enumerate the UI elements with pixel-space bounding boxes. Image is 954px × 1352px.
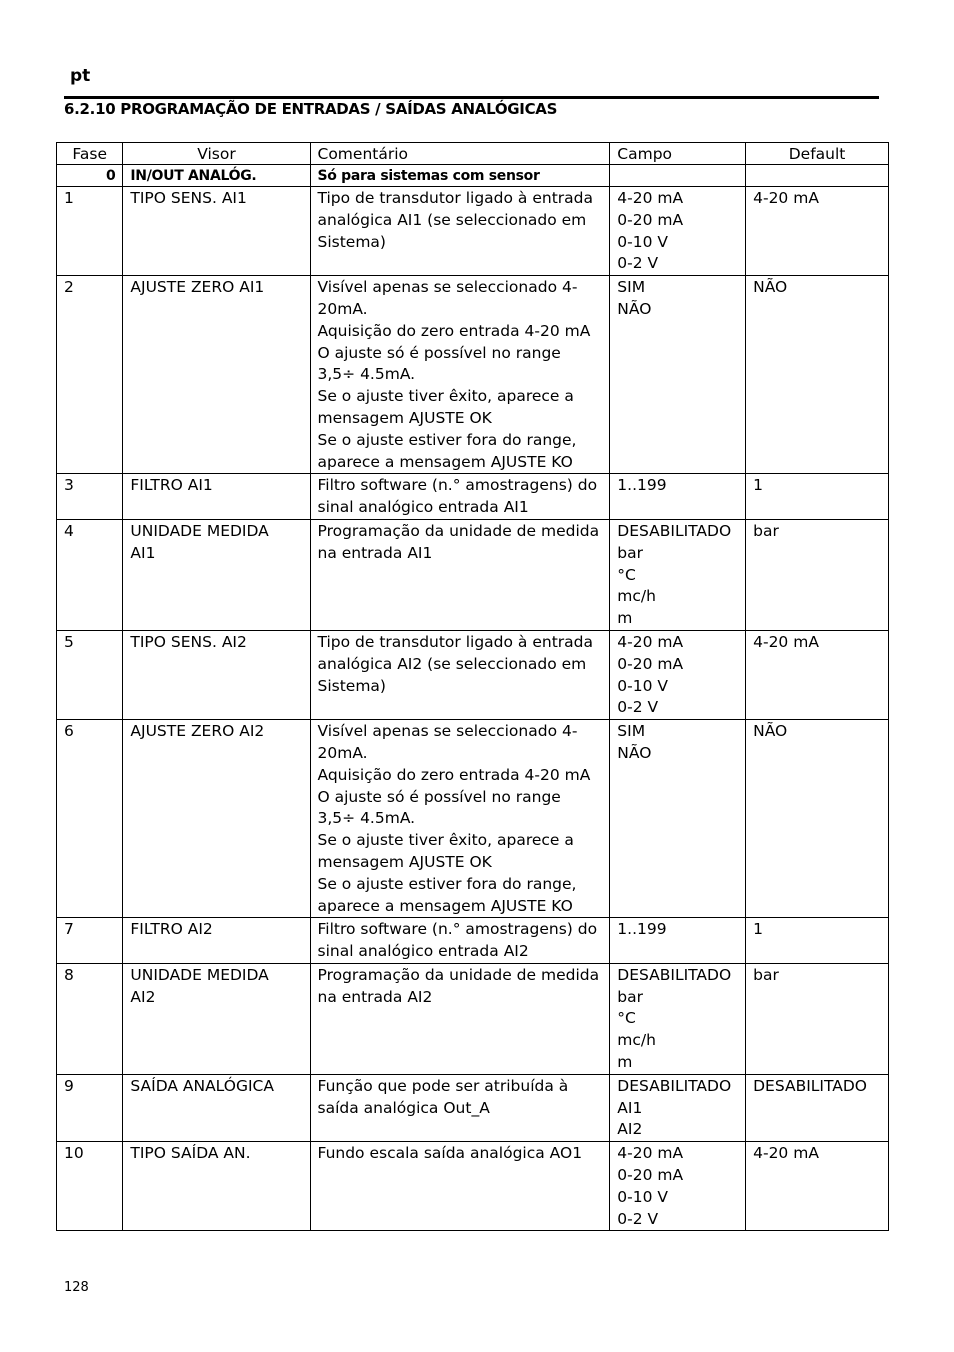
cell-text-line: Aquisição do zero entrada 4-20 mA (317, 321, 591, 340)
cell-fase: 9 (57, 1074, 123, 1141)
cell-visor (123, 474, 310, 520)
cell-text-line: Filtro software (n.° amostragens) do (317, 920, 598, 939)
cell-text-line: Só para sistemas com sensor (317, 168, 540, 184)
cell-text-line: 0-2 V (617, 1209, 659, 1228)
column-header-comentario: Comentário (310, 143, 610, 165)
cell-default (746, 519, 889, 630)
cell-text-line: Se o ajuste estiver fora do range, (317, 874, 577, 893)
cell-default (746, 720, 889, 918)
cell-visor (123, 519, 310, 630)
cell-visor (123, 963, 310, 1074)
cell-text-line: FILTRO AI2 (130, 920, 213, 939)
cell-text-line: UNIDADE MEDIDA (130, 965, 269, 984)
cell-comentario (310, 165, 610, 187)
cell-text-line: 3,5÷ 4.5mA. (317, 809, 416, 828)
cell-text-line: Aquisição do zero entrada 4-20 mA (317, 765, 591, 784)
cell-text-line: AJUSTE ZERO AI2 (130, 722, 265, 741)
cell-text-line: 4-20 mA (753, 632, 819, 651)
cell-text-line: TIPO SENS. AI2 (130, 632, 247, 651)
table-row (57, 630, 889, 719)
cell-text-line: 1 (753, 476, 763, 495)
cell-text-line: 1..199 (617, 920, 667, 939)
cell-text-line: m (617, 609, 633, 628)
cell-campo (610, 474, 746, 520)
cell-text-line: AJUSTE ZERO AI1 (130, 278, 265, 297)
cell-text-line: DESABILITADO (617, 1076, 732, 1095)
cell-text-line: UNIDADE MEDIDA (130, 521, 269, 540)
cell-fase: 5 (57, 630, 123, 719)
cell-text-line: 1 (753, 920, 763, 939)
cell-text-line: 0-2 V (617, 254, 659, 273)
table-row (57, 720, 889, 918)
cell-text-line: 20mA. (317, 299, 368, 318)
cell-text-line: Fundo escala saída analógica AO1 (317, 1144, 583, 1163)
cell-text-line: 0-20 mA (617, 210, 684, 229)
cell-text-line: 4-20 mA (617, 189, 684, 207)
cell-text-line: Se o ajuste estiver fora do range, (317, 430, 577, 449)
column-header-fase: Fase (57, 143, 123, 165)
cell-text-line: SAÍDA ANALÓGICA (130, 1076, 274, 1095)
cell-text-line: AI1 (130, 543, 156, 562)
cell-text-line: 4-20 mA (753, 1144, 819, 1163)
table-row (57, 187, 889, 276)
cell-text-line: AI2 (130, 987, 156, 1006)
cell-text-line: bar (617, 987, 644, 1006)
cell-text-line: 0-10 V (617, 1187, 669, 1206)
cell-fase: 6 (57, 720, 123, 918)
cell-text-line: mc/h (617, 1031, 656, 1050)
cell-visor (123, 720, 310, 918)
cell-campo (610, 1074, 746, 1141)
cell-text-line: Visível apenas se seleccionado 4- (317, 722, 578, 741)
cell-fase: 2 (57, 276, 123, 474)
cell-text-line: aparece a mensagem AJUSTE KO (317, 452, 573, 471)
table-row (57, 519, 889, 630)
cell-text-line: Sistema) (317, 232, 386, 251)
cell-text-line: TIPO SENS. AI1 (130, 189, 247, 207)
cell-text-line: 1..199 (617, 476, 667, 495)
cell-visor (123, 1074, 310, 1141)
section-title: 6.2.10 PROGRAMAÇÃO DE ENTRADAS / SAÍDAS ANALÓGICAS (64, 100, 558, 118)
cell-text-line: 4-20 mA (617, 1144, 684, 1163)
cell-text-line: Se o ajuste tiver êxito, aparece a (317, 387, 574, 406)
cell-text-line: 0-10 V (617, 676, 669, 695)
cell-text-line: na entrada AI1 (317, 543, 433, 562)
cell-campo (610, 963, 746, 1074)
cell-default (746, 165, 889, 187)
cell-text-line: Tipo de transdutor ligado à entrada (317, 189, 593, 207)
cell-text-line: IN/OUT ANALÓG. (130, 168, 257, 184)
cell-comentario (310, 187, 610, 276)
cell-text-line: 0-20 mA (617, 1166, 684, 1185)
cell-text-line: Programação da unidade de medida (317, 965, 600, 984)
cell-text-line: mc/h (617, 587, 656, 606)
cell-visor (123, 630, 310, 719)
cell-text-line: analógica AI2 (se seleccionado em (317, 654, 587, 673)
cell-fase: 1 (57, 187, 123, 276)
table-header-row (57, 143, 889, 165)
cell-default (746, 1074, 889, 1141)
cell-text-line: bar (753, 521, 779, 540)
cell-text-line: AI1 (617, 1098, 643, 1117)
table-row (57, 963, 889, 1074)
cell-campo (610, 720, 746, 918)
cell-text-line: sinal analógico entrada AI1 (317, 498, 529, 517)
cell-text-line: Visível apenas se seleccionado 4- (317, 278, 578, 297)
cell-text-line: NÃO (617, 299, 652, 318)
cell-comentario (310, 276, 610, 474)
cell-campo (610, 1142, 746, 1231)
cell-campo (610, 918, 746, 964)
cell-fase: 3 (57, 474, 123, 520)
column-header-campo: Campo (610, 143, 746, 165)
table-row (57, 1074, 889, 1141)
cell-text-line: NÃO (753, 278, 788, 297)
language-label: pt (70, 66, 91, 86)
cell-text-line: Sistema) (317, 676, 386, 695)
cell-text-line: 3,5÷ 4.5mA. (317, 365, 416, 384)
cell-campo (610, 630, 746, 719)
table-row (57, 276, 889, 474)
cell-text-line: aparece a mensagem AJUSTE KO (317, 896, 573, 915)
cell-comentario (310, 918, 610, 964)
cell-fase: 0 (57, 165, 123, 187)
cell-fase: 8 (57, 963, 123, 1074)
cell-visor (123, 165, 310, 187)
cell-fase: 7 (57, 918, 123, 964)
cell-text-line: 20mA. (317, 743, 368, 762)
header-rule (64, 96, 879, 99)
cell-comentario (310, 474, 610, 520)
cell-text-line: O ajuste só é possível no range (317, 787, 561, 806)
cell-default (746, 963, 889, 1074)
cell-text-line: °C (617, 565, 636, 584)
table-row (57, 918, 889, 964)
cell-fase: 10 (57, 1142, 123, 1231)
cell-text-line: Filtro software (n.° amostragens) do (317, 476, 598, 495)
cell-text-line: 0-10 V (617, 232, 669, 251)
cell-text-line: mensagem AJUSTE OK (317, 852, 492, 871)
cell-default (746, 918, 889, 964)
cell-text-line: O ajuste só é possível no range (317, 343, 561, 362)
cell-default (746, 276, 889, 474)
table-row (57, 165, 889, 187)
cell-text-line: Função que pode ser atribuída à (317, 1076, 569, 1095)
cell-text-line: °C (617, 1009, 636, 1028)
cell-text-line: SIM (617, 278, 646, 297)
cell-default (746, 1142, 889, 1231)
cell-text-line: Se o ajuste tiver êxito, aparece a (317, 831, 574, 850)
column-header-default: Default (746, 143, 889, 165)
table-row (57, 474, 889, 520)
cell-text-line: 4-20 mA (617, 632, 684, 651)
cell-comentario (310, 519, 610, 630)
cell-visor (123, 276, 310, 474)
cell-text-line: na entrada AI2 (317, 987, 433, 1006)
cell-text-line: DESABILITADO (753, 1076, 867, 1095)
cell-text-line: bar (617, 543, 644, 562)
column-header-visor: Visor (123, 143, 310, 165)
cell-visor (123, 187, 310, 276)
cell-campo (610, 276, 746, 474)
cell-text-line: bar (753, 965, 779, 984)
cell-default (746, 187, 889, 276)
cell-campo (610, 519, 746, 630)
cell-text-line: NÃO (753, 722, 788, 741)
page-number: 128 (64, 1280, 89, 1295)
cell-text-line: saída analógica Out_A (317, 1098, 490, 1117)
cell-default (746, 474, 889, 520)
cell-comentario (310, 1074, 610, 1141)
cell-comentario (310, 720, 610, 918)
cell-text-line: 0-2 V (617, 698, 659, 717)
cell-text-line: 4-20 mA (753, 189, 819, 207)
cell-campo (610, 165, 746, 187)
cell-fase: 4 (57, 519, 123, 630)
cell-default (746, 630, 889, 719)
cell-visor (123, 1142, 310, 1231)
cell-comentario (310, 1142, 610, 1231)
cell-text-line: AI2 (617, 1120, 643, 1139)
cell-text-line: DESABILITADO (617, 521, 732, 540)
table-body (57, 165, 889, 1231)
parameters-table (56, 142, 889, 1231)
table-row (57, 1142, 889, 1231)
cell-text-line: SIM (617, 722, 646, 741)
cell-text-line: mensagem AJUSTE OK (317, 408, 492, 427)
cell-text-line: sinal analógico entrada AI2 (317, 942, 529, 961)
cell-text-line: DESABILITADO (617, 965, 732, 984)
cell-text-line: Tipo de transdutor ligado à entrada (317, 632, 593, 651)
cell-text-line: FILTRO AI1 (130, 476, 213, 495)
cell-comentario (310, 630, 610, 719)
cell-text-line: Programação da unidade de medida (317, 521, 600, 540)
cell-text-line: m (617, 1053, 633, 1072)
cell-campo (610, 187, 746, 276)
cell-comentario (310, 963, 610, 1074)
cell-text-line: NÃO (617, 743, 652, 762)
cell-text-line: TIPO SAÍDA AN. (130, 1144, 251, 1163)
cell-text-line: 0-20 mA (617, 654, 684, 673)
cell-visor (123, 918, 310, 964)
cell-text-line: analógica AI1 (se seleccionado em (317, 210, 587, 229)
